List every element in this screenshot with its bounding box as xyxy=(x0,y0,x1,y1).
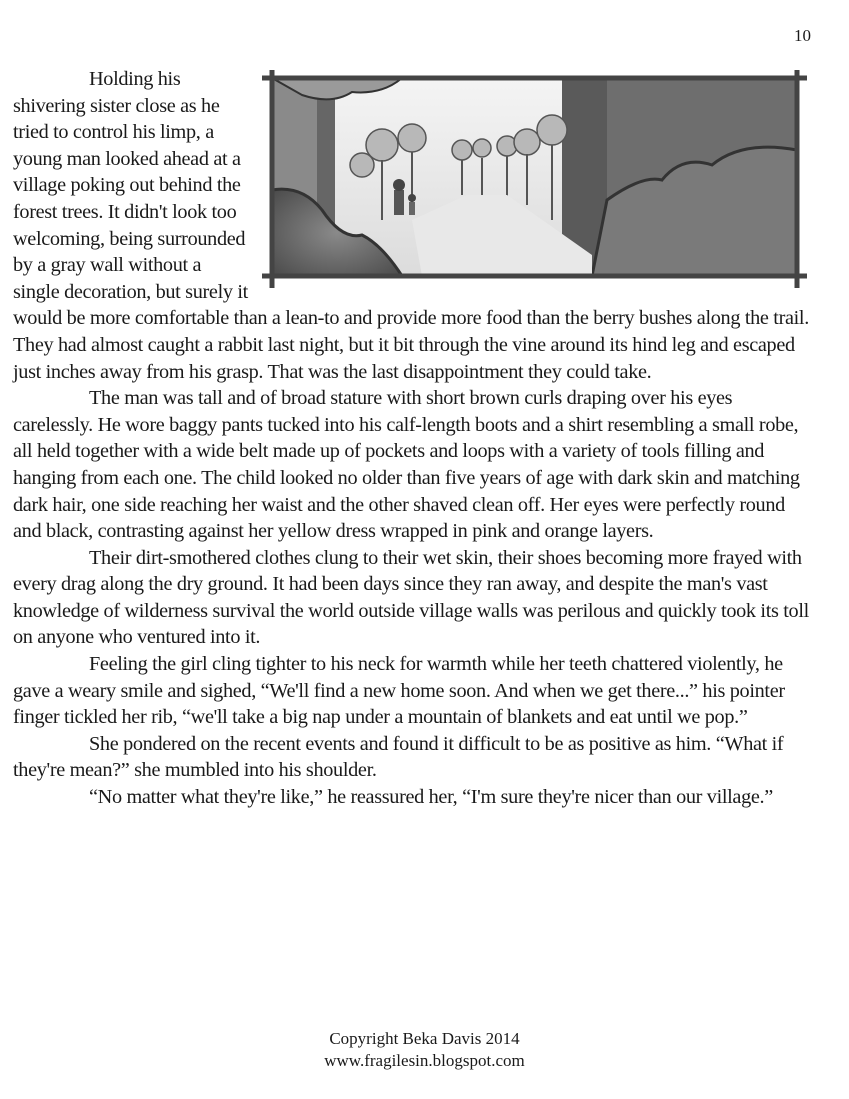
paragraph: Their dirt-smothered clothes clung to their wet skin, their shoes becoming more frayed with every drag along the dry ground. It had been days since they ran away, and despite the man's vast knowledge of wilderness survival the world outside village walls was perilous and quickly took its toll on anyone who ventured into it. xyxy=(13,546,809,649)
paragraph-text: Holding his shivering sister close as he tried to control his limp, a young man looked ahead at a village poking out behind the forest trees. It didn't look too welcoming, being surrounded by a gray wall without a single decoration, but surely it would be more comfortable than a lean-to and provide more food than the berry bushes along the trail. They had almost caught a rabbit last night, but it bit through the vine around its hind leg and escaped just inches away from his grasp. That was the last disappointment they could take. xyxy=(13,68,809,383)
forest-path-illustration-icon xyxy=(262,70,807,288)
forest-path-illustration xyxy=(262,70,807,288)
footer xyxy=(0,1028,849,1072)
paragraph xyxy=(13,66,813,385)
website-link[interactable]: www.fragilesin.blogspot.com xyxy=(324,1051,525,1070)
copyright-notice: Copyright Beka Davis 2014 xyxy=(329,1029,520,1048)
paragraph: “No matter what they're like,” he reassured her, “I'm sure they're nicer than our village.” xyxy=(89,786,773,809)
paragraph: Feeling the girl cling tighter to his neck for warmth while her teeth chattered violently, he gave a weary smile and sighed, “We'll find a new home soon. And when we get there...” his pointer finger tickled her rib, “we'll take a big nap under a mountain of blankets and eat until we pop.” xyxy=(13,653,785,729)
paragraph: The man was tall and of broad stature with short brown curls draping over his eyes carelessly. He wore baggy pants tucked into his calf-length boots and a shirt resembling a small robe, all held together with a wide belt made up of pockets and loops with a variety of tools filling and hanging from each one. The child looked no older than five years of age with dark skin and matching dark hair, one side reaching her waist and the other shaved clean off. Her eyes were perfectly round and black, contrasting against her yellow dress wrapped in pink and orange layers. xyxy=(13,387,800,543)
paragraph: She pondered on the recent events and found it difficult to be as positive as him. “What if they're mean?” she mumbled into his shoulder. xyxy=(13,732,784,782)
story-text xyxy=(13,66,813,811)
page-number: 10 xyxy=(794,26,811,45)
